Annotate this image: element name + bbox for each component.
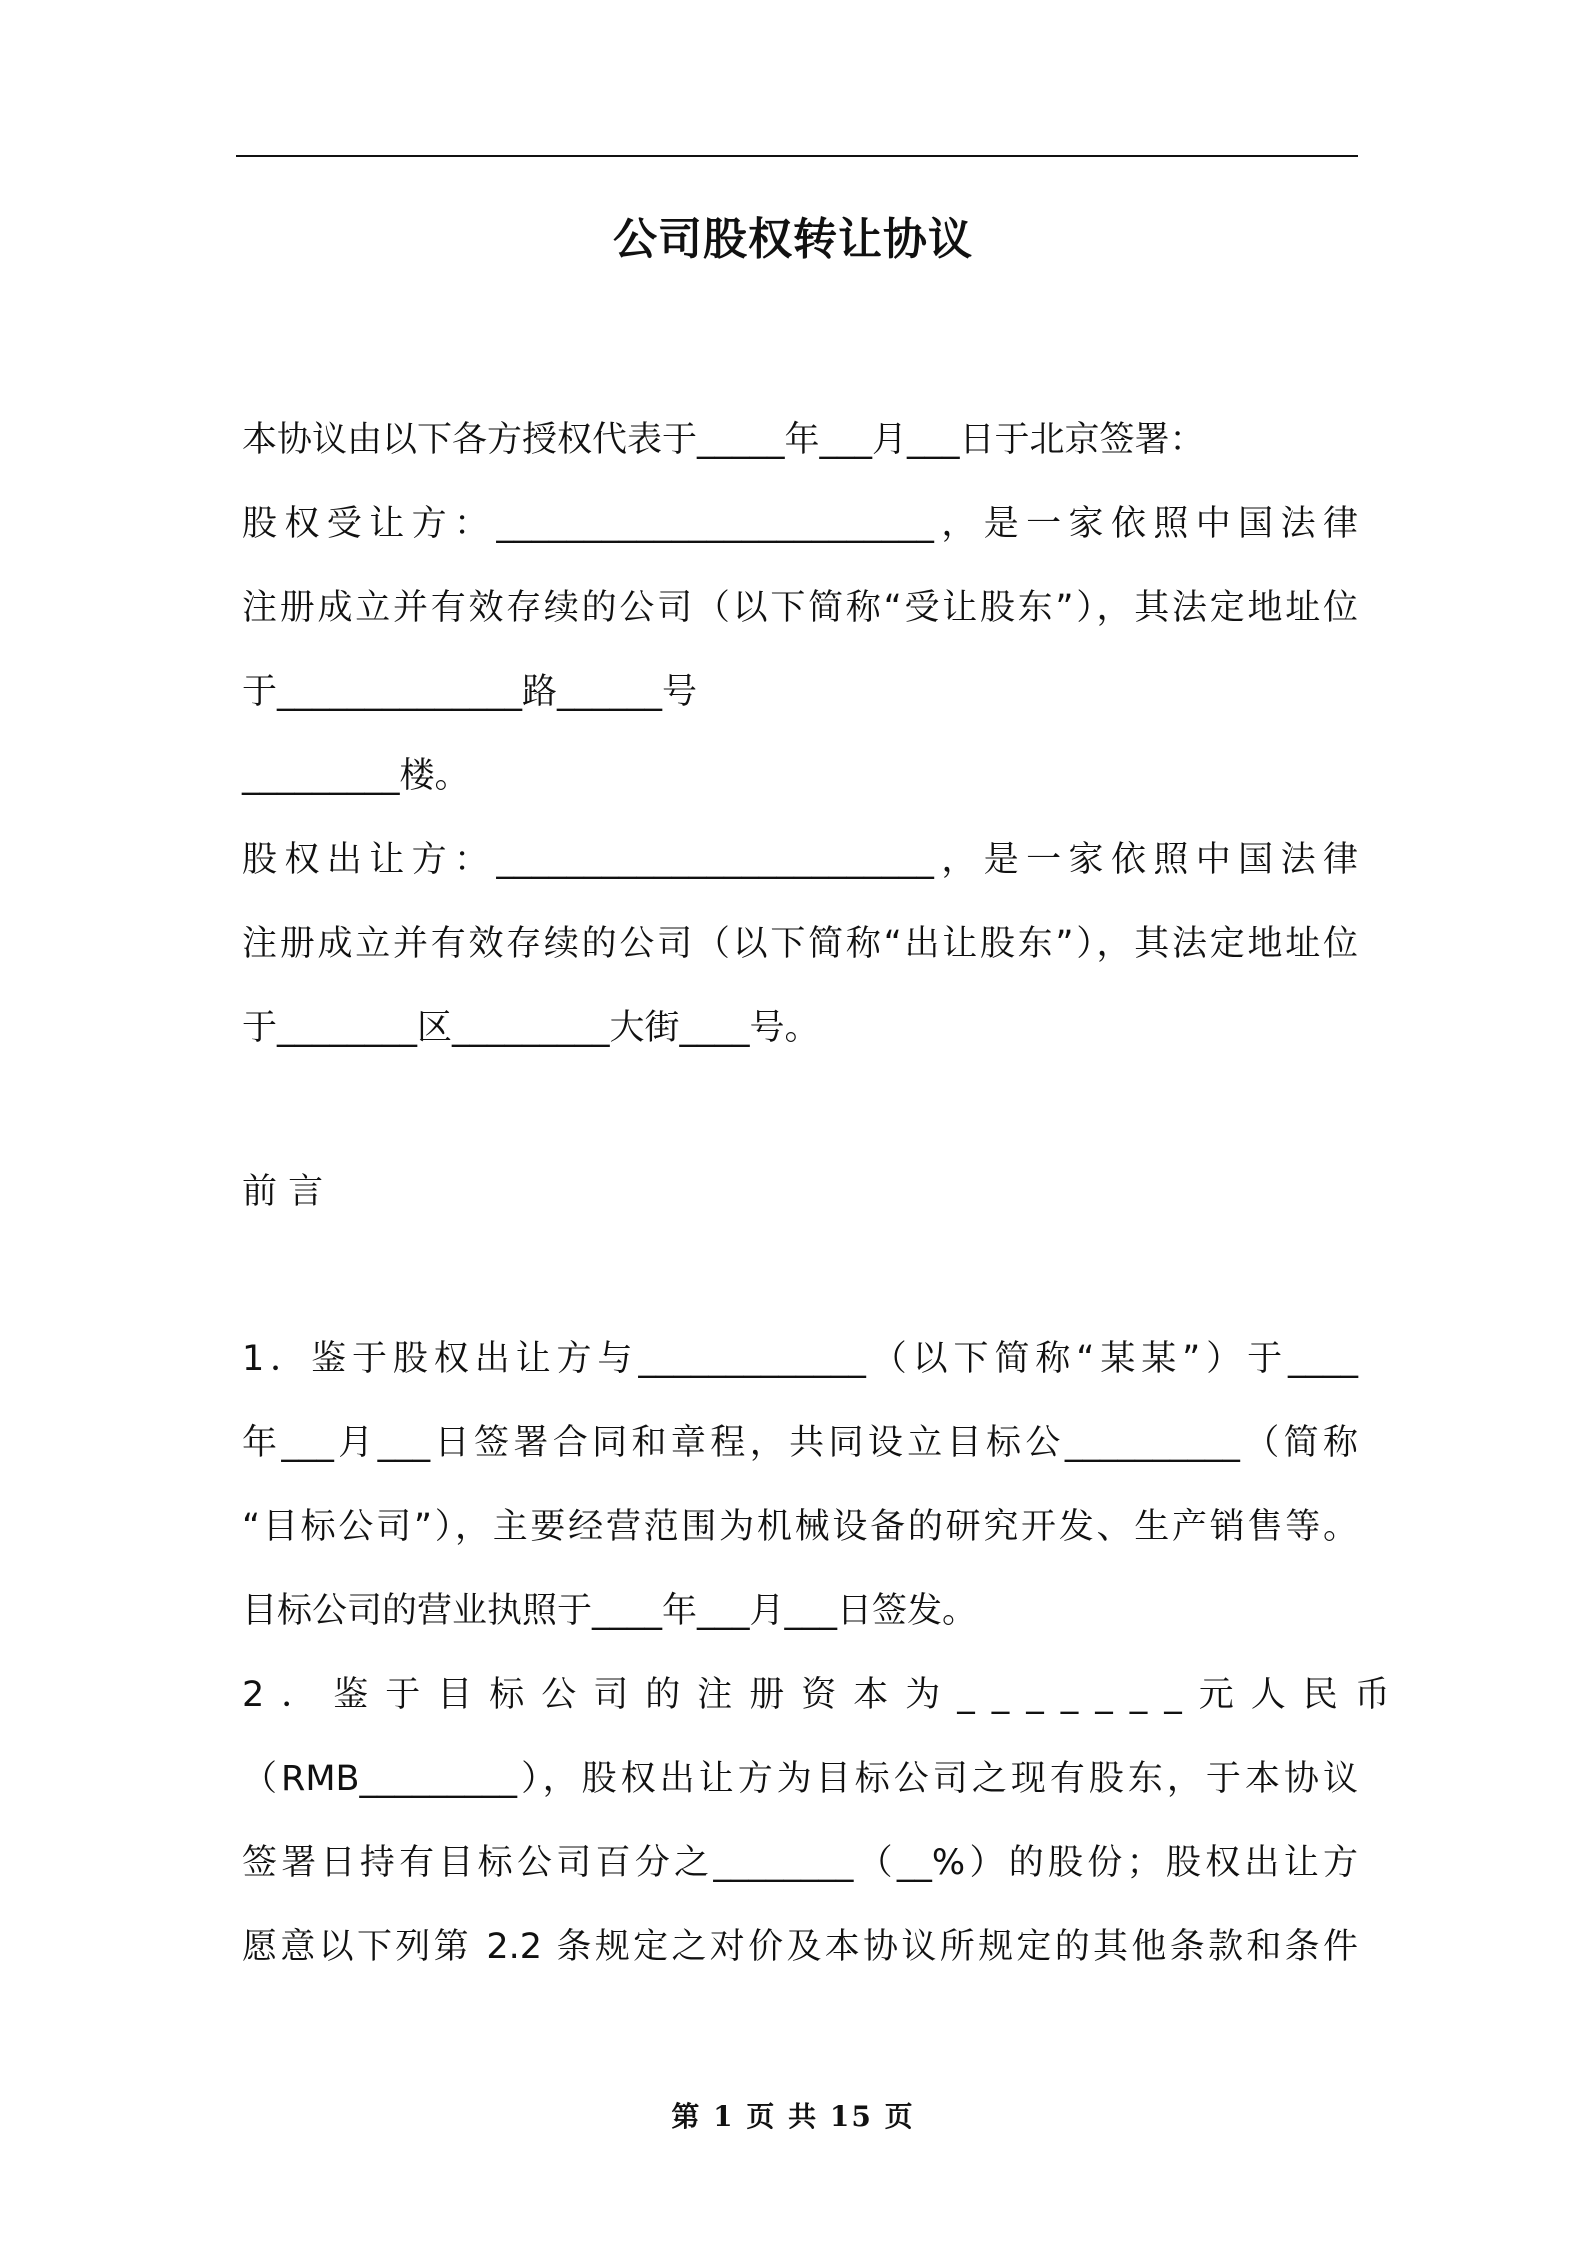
preamble-heading: 前 言 [242,1172,324,1212]
transferee-line-1: 股权受让方：_________________________，是一家依照中国法律 [242,504,1358,544]
clause-2-line-1: 2．鉴于目标公司的注册资本为_______元人民币 [242,1675,1407,1715]
clause-1-line-3: “目标公司”），主要经营范围为机械设备的研究开发、生产销售等。 [242,1507,1358,1547]
transferor-line-1: 股权出让方：_________________________，是一家依照中国法律 [242,840,1358,880]
clause-1-line-1: 1．鉴于股权出让方与_____________（以下简称“某某”）于____ [242,1339,1358,1379]
clause-2-line-4: 愿意以下列第 2.2 条规定之对价及本协议所规定的其他条款和条件 [242,1927,1358,1967]
header-rule [236,155,1358,157]
transferee-address-line-2: _________楼。 [242,756,470,796]
transferor-address-line: 于________区_________大街____号。 [242,1008,820,1048]
document-title: 公司股权转让协议 [613,214,973,265]
transferee-line-2: 注册成立并有效存续的公司（以下简称“受让股东”），其法定地址位 [242,588,1358,628]
clause-1-line-2: 年___月___日签署合同和章程，共同设立目标公__________（简称 [242,1423,1358,1463]
clause-1-line-4: 目标公司的营业执照于____年___月___日签发。 [242,1591,978,1631]
clause-2-line-3: 签署日持有目标公司百分之________（__%）的股份；股权出让方 [242,1843,1358,1883]
page-footer: 第 1 页 共 15 页 [671,2100,915,2133]
signing-statement: 本协议由以下各方授权代表于_____年___月___日于北京签署： [242,420,1205,460]
clause-2-line-2: （RMB_________），股权出让方为目标公司之现有股东，于本协议 [242,1759,1358,1799]
transferor-line-2: 注册成立并有效存续的公司（以下简称“出让股东”），其法定地址位 [242,924,1358,964]
transferee-address-line-1: 于______________路______号 [242,672,698,712]
